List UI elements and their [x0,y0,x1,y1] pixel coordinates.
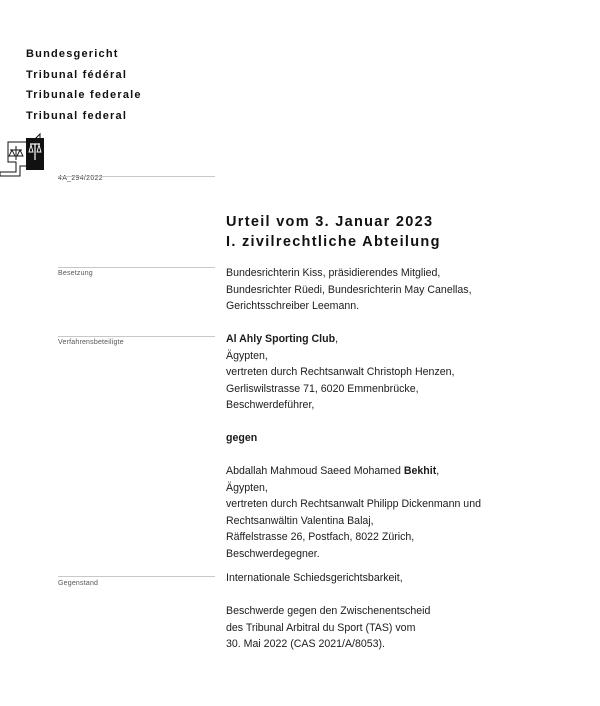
respondent-name [226,463,481,480]
appellant-line: Ägypten, [226,349,268,362]
gegenstand-subject: Internationale Schiedsgerichtsbarkeit, [226,572,403,584]
gegen-bold: gegen [226,432,258,444]
gegen-label [226,430,481,447]
appellant-line: Beschwerdeführer, [226,399,315,411]
besetzung-text [226,265,472,315]
appellant-line: Gerliswilstrasse 71, 6020 Emmenbrücke, [226,382,419,395]
respondent-line: Rechtsanwältin Valentina Balaj, [226,514,374,527]
court-name-rm: Tribunal federal [26,109,128,122]
court-name-it: Tribunale federale [26,89,142,101]
respondent-line: Räffelstrasse 26, Postfach, 8022 Zürich, [226,531,415,543]
label-verfahrensbeteiligte: Verfahrensbeteiligte [58,339,124,346]
court-name-fr: Tribunal fédéral [26,68,128,81]
label-gegenstand: Gegenstand [58,580,99,587]
section-divider-parties [58,336,215,337]
respondent-line: Ägypten, [226,481,268,494]
gegenstand-text [226,570,430,653]
respondent-line: vertreten durch Rechtsanwalt Philipp Dickenmann und [226,498,481,510]
gegenstand-line: 30. Mai 2022 (CAS 2021/A/8053). [226,638,386,650]
appellant-name [226,331,481,348]
besetzung-line: Gerichtsschreiber Leemann. [226,300,360,312]
scales-of-justice-icon [0,132,50,178]
respondent-line: Beschwerdegegner. [226,547,320,560]
court-name-de: Bundesgericht [26,48,119,60]
section-divider-gegenstand [58,576,215,577]
appellant-line: vertreten durch Rechtsanwalt Christoph Henzen, [226,366,455,378]
section-divider-besetzung [58,267,215,268]
parties-text [226,331,481,562]
court-names [26,44,142,126]
besetzung-line: Bundesrichterin Kiss, präsidierendes Mitglied, [226,267,441,279]
label-besetzung: Besetzung [58,270,93,277]
judgment-division: I. zivilrechtliche Abteilung [226,234,441,250]
besetzung-line: Bundesrichter Rüedi, Bundesrichterin May Canellas, [226,283,472,296]
header-divider [58,176,215,177]
judgment-date-title: Urteil vom 3. Januar 2023 [226,214,434,230]
respondent-name-bold: Bekhit [403,465,437,477]
judgment-title [226,212,441,252]
gegenstand-line: Beschwerde gegen den Zwischenentscheid [226,605,431,617]
respondent-name-prefix: Abdallah Mahmoud Saeed Mohamed [226,465,404,477]
respondent-name-suffix: , [436,465,440,477]
gegenstand-line: des Tribunal Arbitral du Sport (TAS) vom [226,621,416,634]
case-number: 4A_294/2022 [58,175,103,182]
appellant-name-bold: Al Ahly Sporting Club [226,333,336,345]
appellant-name-suffix: , [335,333,339,345]
